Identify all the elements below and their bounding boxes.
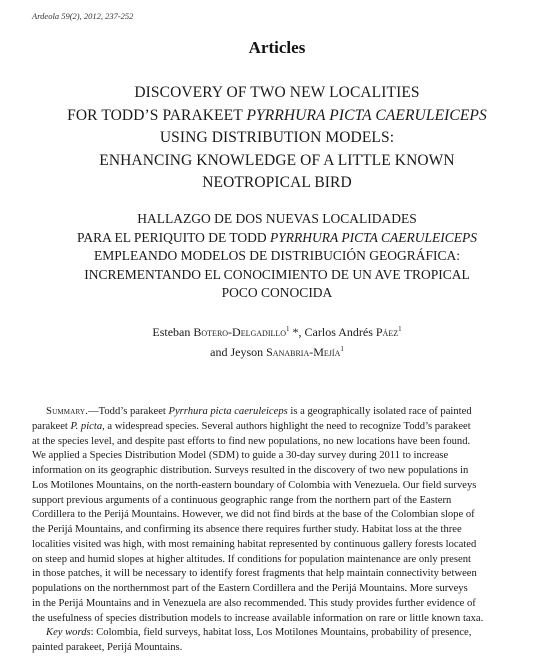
keywords-text: : Colombia, field surveys, habitat loss, Los Motilones Mountains, probability of presence, (90, 627, 472, 639)
title-text: PARA EL PERIQUITO DE TODD (77, 229, 270, 245)
species-name: PYRRHURA PICTA CAERULEICEPS (269, 229, 477, 245)
author-line (0, 342, 554, 362)
abstract-line: in those patches, it will be necessary to identify forest fragments that help maintain connectivity between (32, 568, 477, 580)
title-line: USING DISTRIBUTION MODELS: (159, 129, 395, 146)
article-title-spanish (20, 210, 534, 303)
title-line (20, 229, 534, 248)
abstract-line: Los Motilones Mountains, on the north-eastern boundary of Colombia with Venezuela. Our field surveys (32, 479, 477, 491)
species-name: PYRRHURA PICTA CAERULEICEPS (246, 106, 487, 124)
corresponding-mark: *, (289, 325, 305, 339)
author-last-name: Sanabria-Mejía (266, 345, 341, 359)
conjunction: and (210, 345, 231, 359)
title-text: FOR TODD’S PARAKEET (67, 106, 247, 124)
title-line: INCREMENTANDO EL CONOCIMIENTO DE UN AVE TROPICAL (84, 266, 470, 282)
keywords-line: painted parakeet, Perijá Mountains. (32, 642, 183, 653)
title-line: EMPLEANDO MODELOS DE DISTRIBUCIÓN GEOGRÁFICA: (93, 248, 460, 263)
affiliation-mark: 1 (286, 325, 290, 333)
species-name: Pyrrhura picta caeruleiceps (168, 406, 288, 417)
running-head: Ardeola 59(2), 2012, 237-252 (32, 11, 134, 21)
abstract-line: the usefulness of species distribution models to increase available information on rare or little known taxa. (32, 612, 484, 624)
abstract-line: support previous arguments of a continuous geographic range from the northern part of the Eastern (32, 494, 452, 506)
title-line: HALLAZGO DE DOS NUEVAS LOCALIDADES (137, 211, 417, 226)
title-line: NEOTROPICAL BIRD (202, 174, 352, 191)
abstract-line: in the Perijá Mountains and in Venezuela are also recommended. This study provides further evidence of (32, 597, 476, 609)
species-name: P. picta (70, 420, 103, 432)
abstract-text: , a widespread species. Several authors highlight the need to recognize Todd’s parakeet (102, 420, 471, 432)
affiliation-mark: 1 (398, 325, 402, 333)
keywords-label: Key words (46, 627, 91, 639)
abstract-line: the Perijá Mountains, and confirming its absence there requires further study. Habitat loss at the three (32, 524, 462, 535)
abstract-line: localities visited was high, with most remaining habitat represented by continuous gallery forests located (32, 538, 477, 550)
abstract-line (32, 405, 524, 420)
author-line (0, 322, 554, 342)
title-line (20, 105, 534, 128)
abstract-text: is a geographically isolated race of painted (287, 406, 472, 417)
abstract-text: parakeet (32, 420, 71, 432)
author-last-name: Páez (375, 325, 399, 339)
title-line: POCO CONOCIDA (221, 285, 333, 300)
abstract-line: We applied a Species Distribution Model (SDM) to guide a 30-day survey during 2011 to increase (32, 450, 449, 462)
abstract-line: at the species level, and despite past efforts to find new populations, no new locations have been found. (32, 435, 471, 447)
abstract-line: on steep and humid slopes at higher altitudes. If conditions for population maintenance are only present (32, 553, 471, 565)
section-heading: Articles (248, 38, 306, 57)
abstract-line: information on its geographic distribution. Surveys resulted in the discovery of two new populations in (32, 465, 469, 476)
title-line: ENHANCING KNOWLEDGE OF A LITTLE KNOWN (99, 151, 455, 169)
author-first-name: Esteban (152, 325, 194, 339)
author-first-name: Jeyson (230, 345, 267, 359)
abstract-line: Cordillera to the Perijá Mountains. However, we did not find birds at the base of the Colombian slope of (32, 509, 475, 521)
abstract (32, 405, 524, 656)
affiliation-mark: 1 (340, 345, 344, 353)
abstract-text: —Todd’s parakeet (88, 406, 169, 417)
author-list (0, 322, 554, 362)
article-title-english (20, 82, 534, 195)
author-first-name: Carlos Andrés (304, 325, 376, 339)
abstract-line (32, 420, 524, 435)
abstract-line: populations on the northernmost part of the Eastern Cordillera and the Perijá Mountains. More surveys (32, 583, 468, 594)
title-line: DISCOVERY OF TWO NEW LOCALITIES (134, 84, 420, 101)
abstract-label: Summary. (46, 406, 89, 417)
keywords-line (32, 626, 524, 641)
author-last-name: Botero-Delgadillo (193, 325, 287, 339)
